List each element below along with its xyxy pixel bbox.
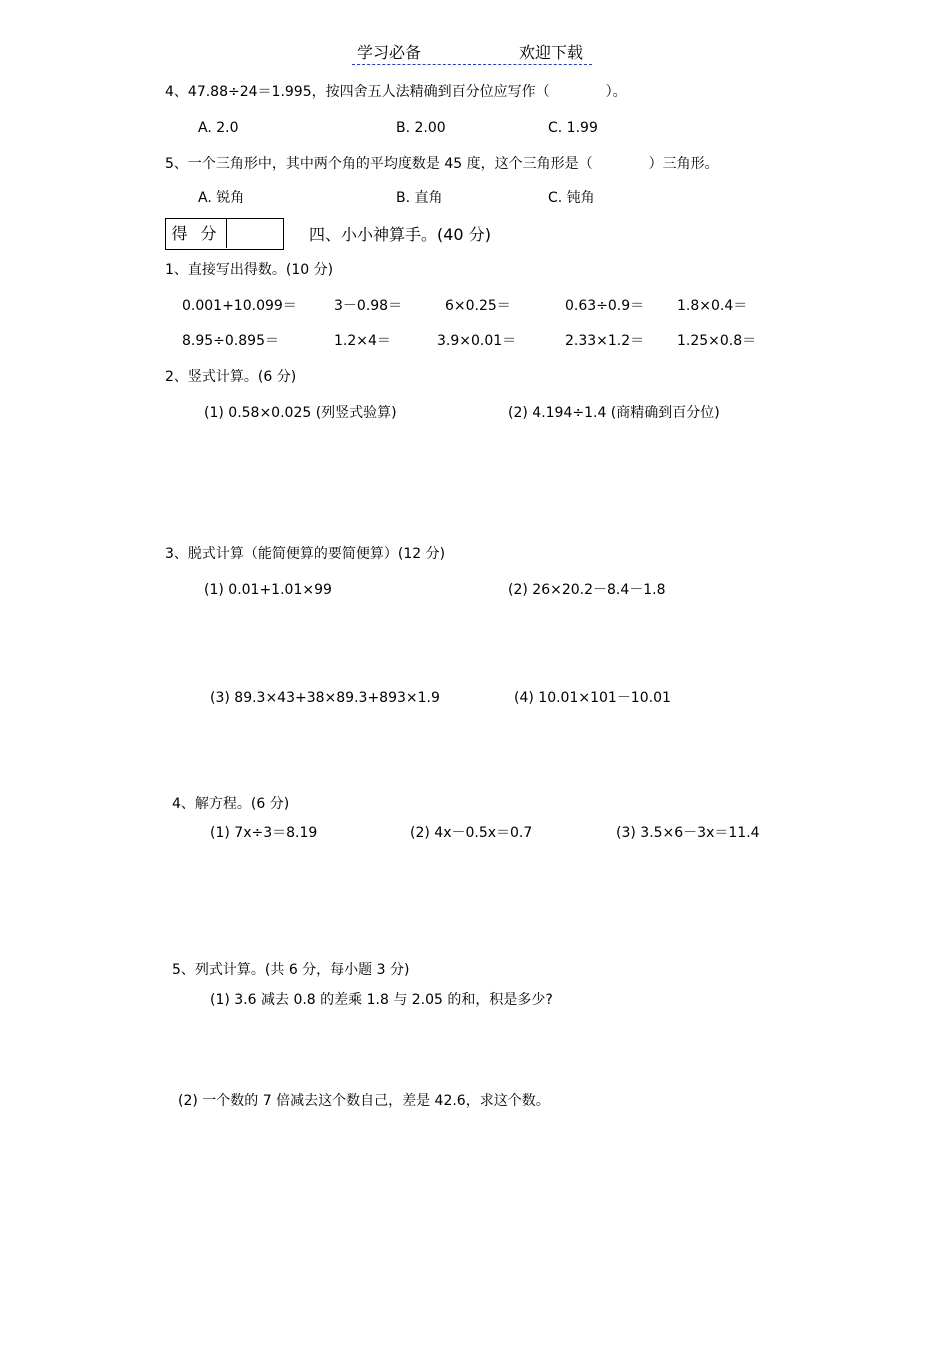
vertical-calc-item: (1) 0.58×0.025 (列竖式验算) [204, 405, 397, 421]
header-underline [352, 64, 592, 65]
stepwise-calc-item: (4) 10.01×101－10.01 [514, 690, 671, 706]
question-5-option-c: C. 钝角 [548, 190, 595, 206]
question-5-stem: 5、一个三角形中，其中两个角的平均度数是 45 度，这个三角形是（ ）三角形。 [165, 156, 719, 172]
header-right: 欢迎下载 [519, 43, 584, 62]
equation-item: (1) 7x÷3＝8.19 [210, 825, 318, 841]
question-4-option-c: C. 1.99 [548, 120, 598, 136]
question-4-option-a: A. 2.0 [198, 120, 239, 136]
calc-item: 2.33×1.2＝ [565, 333, 645, 349]
equation-item: (3) 3.5×6－3x＝11.4 [616, 825, 760, 841]
part-5-title: 5、列式计算。(共 6 分，每小题 3 分) [172, 962, 410, 978]
part-3-title: 3、脱式计算（能简便算的要简便算）(12 分) [165, 546, 446, 562]
part-1-title: 1、直接写出得数。(10 分) [165, 262, 334, 278]
stepwise-calc-item: (3) 89.3×43+38×89.3+893×1.9 [210, 690, 440, 706]
score-box [165, 218, 284, 250]
calc-item: 0.001+10.099＝ [182, 298, 297, 314]
part-4-title: 4、解方程。(6 分) [172, 796, 290, 812]
question-5-option-a: A. 锐角 [198, 190, 245, 206]
word-problem-item: (1) 3.6 减去 0.8 的差乘 1.8 与 2.05 的和，积是多少? [210, 992, 553, 1008]
calc-item: 1.25×0.8＝ [677, 333, 757, 349]
calc-item: 1.2×4＝ [334, 333, 391, 349]
calc-item: 1.8×0.4＝ [677, 298, 748, 314]
calc-item: 0.63÷0.9＝ [565, 298, 645, 314]
question-4-option-b: B. 2.00 [396, 120, 446, 136]
stepwise-calc-item: (1) 0.01+1.01×99 [204, 582, 332, 598]
vertical-calc-item: (2) 4.194÷1.4 (商精确到百分位) [508, 405, 720, 421]
question-5-option-b: B. 直角 [396, 190, 443, 206]
calc-item: 8.95÷0.895＝ [182, 333, 279, 349]
score-label: 得 分 [166, 219, 227, 248]
part-2-title: 2、竖式计算。(6 分) [165, 369, 297, 385]
equation-item: (2) 4x－0.5x＝0.7 [410, 825, 533, 841]
section-4-title: 四、小小神算手。(40 分) [309, 225, 491, 244]
stepwise-calc-item: (2) 26×20.2－8.4－1.8 [508, 582, 666, 598]
word-problem-item: (2) 一个数的 7 倍减去这个数自己，差是 42.6，求这个数。 [178, 1093, 550, 1109]
calc-item: 6×0.25＝ [445, 298, 511, 314]
header-left: 学习必备 [357, 43, 422, 62]
calc-item: 3－0.98＝ [334, 298, 403, 314]
calc-item: 3.9×0.01＝ [437, 333, 517, 349]
question-4-stem: 4、47.88÷24＝1.995，按四舍五人法精确到百分位应写作（ ）。 [165, 84, 627, 100]
